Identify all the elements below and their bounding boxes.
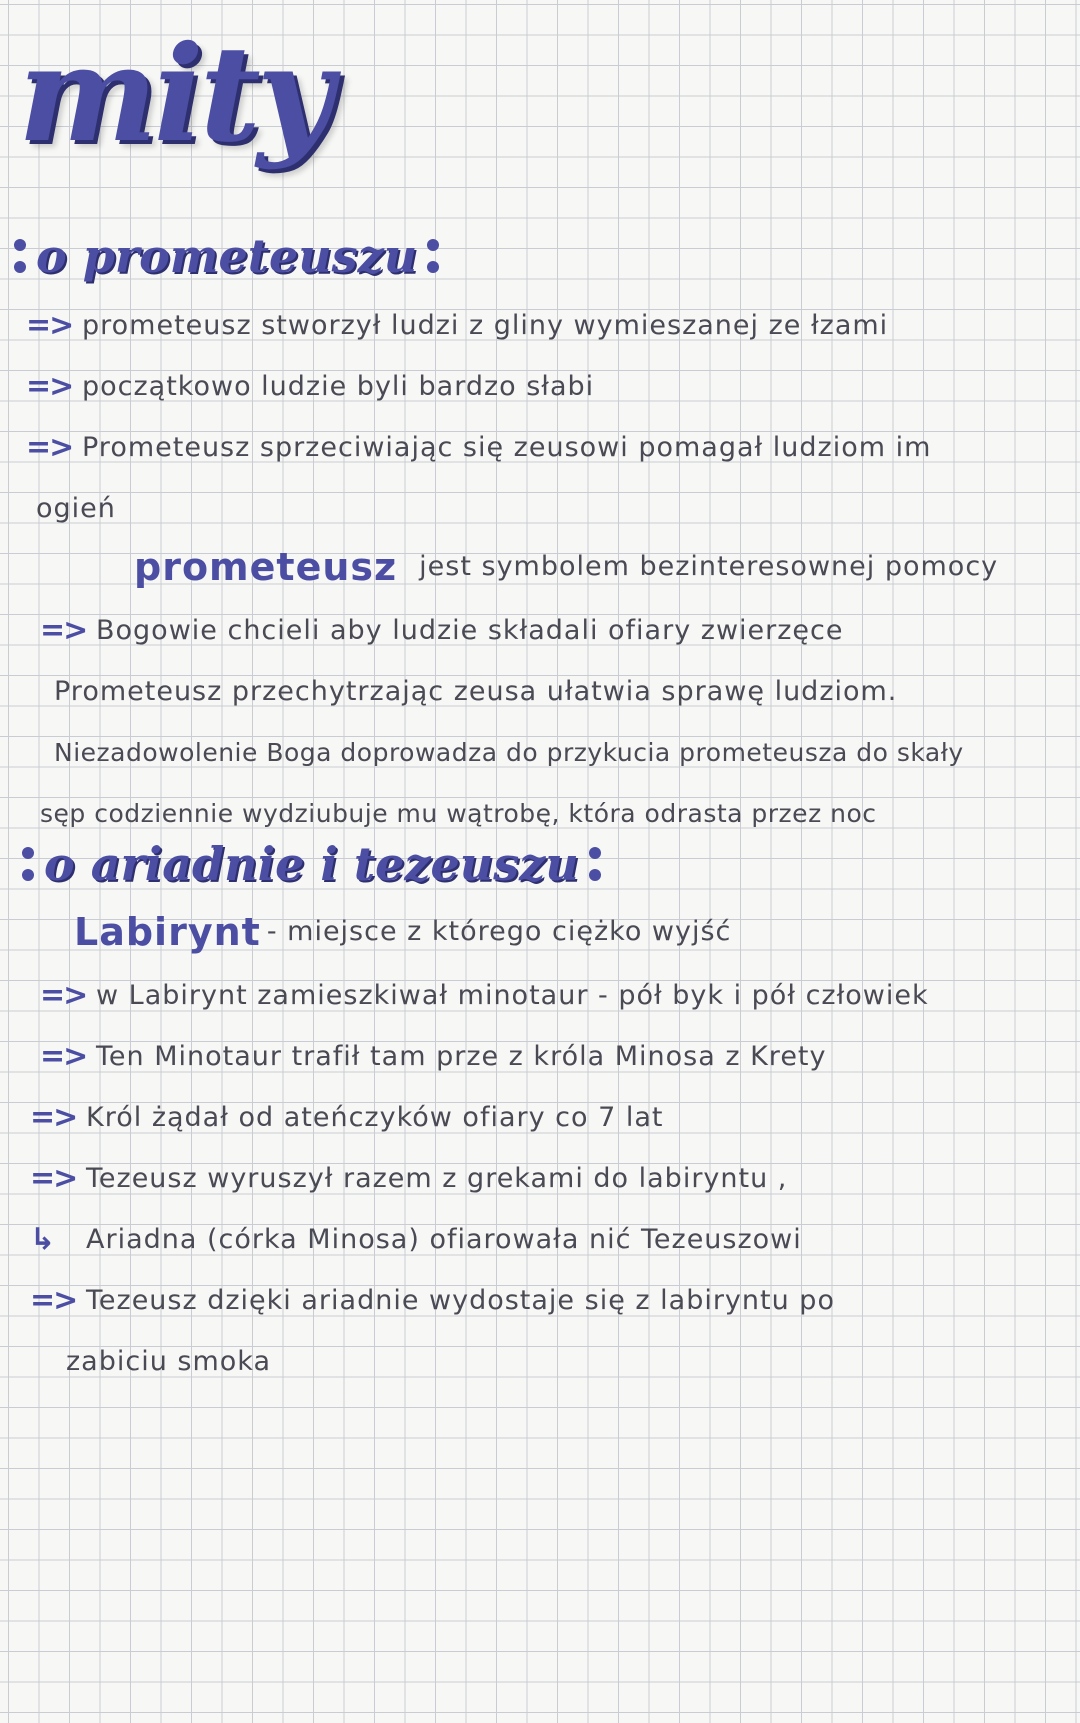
note-text: ogień bbox=[36, 493, 116, 524]
arrow-icon: => bbox=[40, 978, 87, 1013]
note-line bbox=[30, 1162, 787, 1196]
note-line bbox=[40, 979, 929, 1013]
section-heading-ariadna bbox=[22, 836, 601, 892]
note-line bbox=[40, 614, 843, 648]
note-line bbox=[134, 545, 999, 589]
note-text: Prometeusz przechytrzając zeusa ułatwia sprawę ludziom. bbox=[54, 676, 898, 707]
section-heading-prometeusz bbox=[14, 228, 439, 284]
note-line bbox=[40, 1040, 827, 1074]
note-text: Tezeusz dzięki ariadnie wydostaje się z labiryntu po bbox=[86, 1285, 835, 1316]
colon-dots-icon bbox=[589, 847, 601, 881]
note-line bbox=[74, 910, 732, 954]
note-text: prometeusz stworzył ludzi z gliny wymieszanej ze łzami bbox=[82, 310, 889, 341]
note-line bbox=[54, 736, 964, 770]
arrow-icon: => bbox=[40, 613, 87, 648]
note-text: zabiciu smoka bbox=[66, 1346, 271, 1377]
note-line bbox=[30, 1101, 664, 1135]
colon-dots-icon bbox=[22, 847, 34, 881]
colon-dots-icon bbox=[14, 239, 26, 273]
note-text: sęp codziennie wydziubuje mu wątrobę, która odrasta przez noc bbox=[40, 799, 877, 828]
note-line bbox=[40, 797, 877, 831]
note-line bbox=[26, 431, 931, 465]
note-text: jest symbolem bezinteresownej pomocy bbox=[419, 551, 999, 582]
note-text: Prometeusz sprzeciwiając się zeusowi pomagał ludziom im bbox=[82, 432, 932, 463]
arrow-icon: => bbox=[30, 1100, 77, 1135]
arrow-icon: => bbox=[26, 308, 73, 343]
note-text: w Labirynt zamieszkiwał minotaur - pół byk i pół człowiek bbox=[96, 980, 929, 1011]
arrow-return-icon: ↳ bbox=[30, 1222, 54, 1257]
note-text: Ariadna (córka Minosa) ofiarowała nić Tezeuszowi bbox=[86, 1224, 802, 1255]
note-line bbox=[30, 1223, 802, 1257]
note-text: - miejsce z którego ciężko wyjść bbox=[266, 916, 732, 947]
note-text: Ten Minotaur trafił tam prze z króla Minosa z Krety bbox=[96, 1041, 827, 1072]
section-heading-text: o ariadnie i tezeuszu bbox=[44, 837, 579, 891]
note-line bbox=[36, 492, 116, 526]
note-text: Tezeusz wyruszył razem z grekami do labiryntu , bbox=[86, 1163, 788, 1194]
note-line bbox=[54, 675, 897, 709]
note-text: Król żądał od ateńczyków ofiary co 7 lat bbox=[86, 1102, 664, 1133]
arrow-icon: => bbox=[40, 1039, 87, 1074]
emphasis-term: Labirynt bbox=[74, 910, 261, 954]
note-text: Niezadowolenie Boga doprowadza do przykucia prometeusza do skały bbox=[54, 738, 964, 767]
colon-dots-icon bbox=[427, 239, 439, 273]
arrow-icon: => bbox=[26, 430, 73, 465]
note-line bbox=[30, 1284, 835, 1318]
note-text: początkowo ludzie byli bardzo słabi bbox=[82, 371, 595, 402]
note-line bbox=[26, 309, 888, 343]
section-heading-text: o prometeuszu bbox=[36, 229, 418, 283]
emphasis-term: prometeusz bbox=[134, 545, 398, 589]
arrow-icon: => bbox=[26, 369, 73, 404]
note-text: Bogowie chcieli aby ludzie składali ofiary zwierzęce bbox=[96, 615, 844, 646]
arrow-icon: => bbox=[30, 1283, 77, 1318]
note-line bbox=[26, 370, 594, 404]
note-line bbox=[66, 1345, 271, 1379]
arrow-icon: => bbox=[30, 1161, 77, 1196]
page-title: mity bbox=[18, 17, 330, 172]
